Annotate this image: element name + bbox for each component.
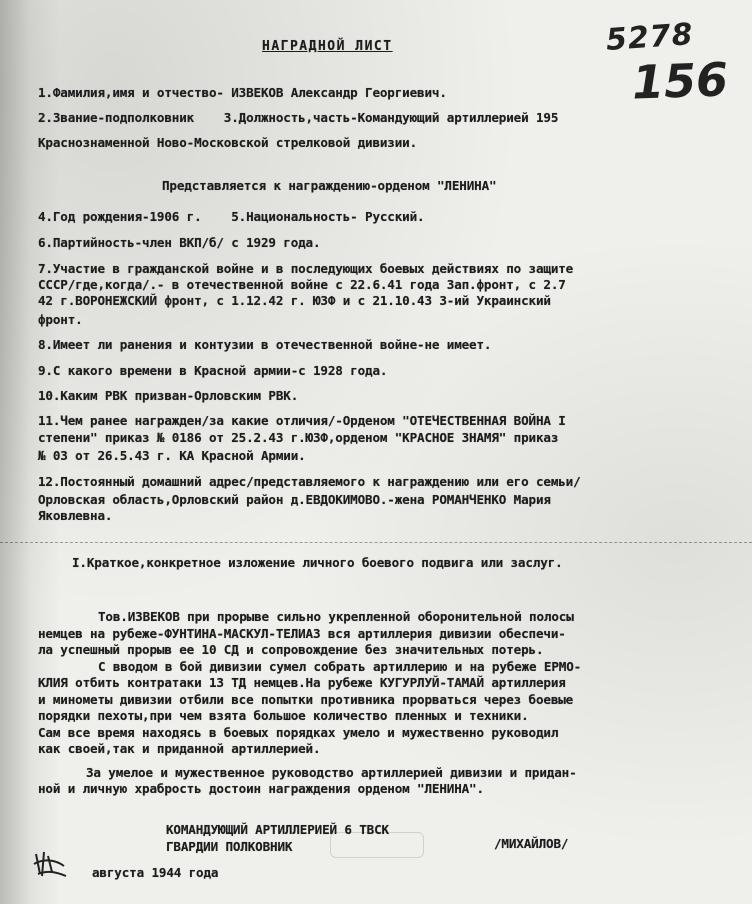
faint-stamp [330, 832, 424, 858]
field-participation-cont-2: 42 г.ВОРОНЕЖСКИЙ фронт, с 1.12.42 г. ЮЗФ и с 21.10.43 3-ий Украинский [38, 293, 551, 308]
narrative-line-8: Сам все время находясь в боевых порядках умело и мужественно руководил [38, 725, 559, 740]
signature-name: /МИХАЙЛОВ/ [494, 836, 569, 851]
field-participation-cont-1: СССР/где,когда/.- в отечественной войне с 22.6.41 года Зап.фронт, с 2.7 [38, 277, 566, 292]
field-birth-nationality: 4.Год рождения-1906 г. 5.Национальность- Русский. [38, 209, 425, 224]
document-date: августа 1944 года [92, 865, 219, 880]
narrative-line-7: порядки пехоты,при чем взята большое количество пленных и техники. [38, 708, 529, 723]
field-army-since: 9.С какого времени в Красной армии-с 1928 года. [38, 363, 388, 378]
field-conscripted-by: 10.Каким РВК призван-Орловским РВК. [38, 388, 299, 403]
field-party: 6.Партийность-член ВКП/б/ с 1929 года. [38, 235, 321, 250]
document-title: НАГРАДНОЙ ЛИСТ [262, 39, 393, 54]
narrative-line-9: как своей,так и приданной артиллерией. [38, 741, 321, 756]
field-prior-awards: 11.Чем ранее награжден/за какие отличия/-Орденом "ОТЕЧЕСТВЕННАЯ ВОЙНА I [38, 413, 566, 428]
narrative-line-11: ной и личную храбрость достоин награждения орденом "ЛЕНИНА". [38, 781, 484, 796]
archive-number-bottom: 156 [631, 52, 729, 110]
narrative-line-3: ла успешный прорыв ее 10 СД и сопровождение без значительных потерь. [38, 642, 544, 657]
field-participation: 7.Участие в гражданской войне и в последующих боевых действиях по защите [38, 261, 574, 276]
narrative-line-10: За умелое и мужественное руководство артиллерией дивизии и придан- [86, 765, 577, 780]
field-wounds: 8.Имеет ли ранения и контузии в отечественной войне-не имеет. [38, 337, 492, 352]
field-address: 12.Постоянный домашний адрес/представляемого к награждению или его семьи/ [38, 474, 581, 489]
field-rank-position: 2.Звание-подполковник 3.Должность,часть-Командующий артиллерией 195 [38, 110, 559, 125]
award-nomination: Представляется к награждению-орденом "ЛЕНИНА" [162, 178, 497, 193]
field-prior-awards-cont-1: степени" приказ № 0186 от 25.2.43 г.ЮЗФ,орденом "КРАСНОЕ ЗНАМЯ" приказ [38, 430, 559, 445]
signature-title-2: ГВАРДИИ ПОЛКОВНИК [166, 839, 293, 854]
narrative-line-4: С вводом в бой дивизии сумел собрать артиллерию и на рубеже ЕРМО- [98, 659, 582, 674]
date-scribble-icon [30, 846, 70, 880]
field-prior-awards-cont-2: № 03 от 26.5.43 г. КА Красной Армии. [38, 448, 306, 463]
narrative-line-6: и минометы дивизии отбили все попытки противника прорваться через боевые [38, 692, 574, 707]
section-divider [0, 542, 752, 543]
field-position-cont: Краснознаменной Ново-Московской стрелковой дивизии. [38, 135, 418, 150]
field-name: 1.Фамилия,имя и отчество- ИЗВЕКОВ Александр Георгиевич. [38, 85, 447, 100]
narrative-line-5: КЛИЯ отбить контратаки 13 ТД немцев.На рубеже КУГУРЛУЙ-ТАМАЙ артиллерия [38, 675, 566, 690]
field-participation-cont-3: фронт. [38, 312, 83, 327]
field-address-cont-1: Орловская область,Орловский район д.ЕВДОКИМОВО.-жена РОМАНЧЕНКО Мария [38, 492, 551, 507]
narrative-line-2: немцев на рубеже-ФУНТИНА-МАСКУЛ-ТЕЛИАЗ вся артиллерия дивизии обеспечи- [38, 626, 566, 641]
field-address-cont-2: Яковлевна. [38, 508, 113, 523]
signature-title-1: КОМАНДУЮЩИЙ АРТИЛЛЕРИЕЙ 6 ТВСК [166, 822, 389, 837]
archive-number-top: 5278 [604, 16, 695, 59]
narrative-line-1: Тов.ИЗВЕКОВ при прорыве сильно укрепленной оборонительной полосы [98, 609, 574, 624]
section-header: I.Краткое,конкретное изложение личного боевого подвига или заслуг. [72, 555, 563, 570]
